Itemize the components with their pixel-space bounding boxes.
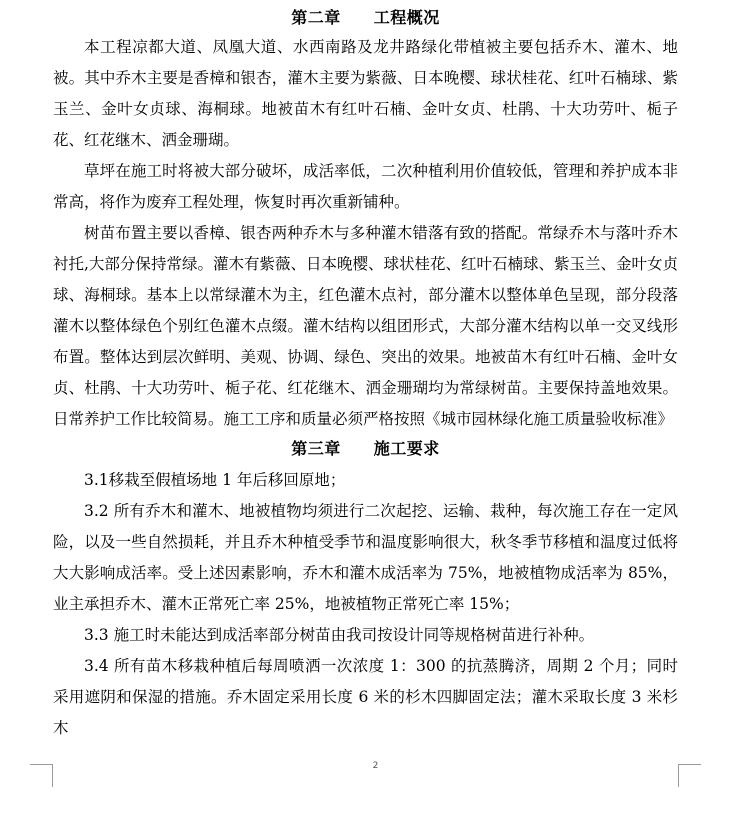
chapter-2-paragraph-1: 本工程凉都大道、凤凰大道、水西南路及龙井路绿化带植被主要包括乔木、灌木、地被。其中乔木主要是香樟和银杏，灌木主要为紫薇、日本晚樱、球状桂花、红叶石楠球、紫玉兰、金叶女贞球、海桐球。地被苗木有红叶石楠、金叶女贞、杜鹃、十大功劳叶、栀子花、红花继木、洒金珊瑚。 bbox=[53, 38, 678, 149]
chapter-3-title: 第三章 施工要求 bbox=[291, 439, 440, 458]
page-number: 2 bbox=[372, 761, 379, 771]
requirement-3-1: 3.1移栽至假植场地 1 年后移回原地； bbox=[84, 471, 346, 489]
chapter-2-paragraph-3: 树苗布置主要以香樟、银杏两种乔木与多种灌木错落有致的搭配。常绿乔木与落叶乔木衬托,大部分保持常绿。灌木有紫薇、日本晚樱、球状桂花、红叶石楠球、紫玉兰、金叶女贞球、海桐球。基本上以常绿灌木为主，红色灌木点衬，部分灌木以整体单色呈现，部分段落灌木以整体绿色个别红色灌木点缀。灌木结构以组团形式，大部分灌木结构以单一交叉线形布置。整体达到层次鲜明、美观、协调、绿色、突出的效果。地被苗木有红叶石楠、金叶女贞、杜鹃、十大功劳叶、栀子花、红花继木、洒金珊瑚均为常绿树苗。主要保持盖地效果。日常养护工作比较简易。施工工序和质量必须严格按照《城市园林绿化施工质量验收标准》 bbox=[53, 224, 678, 428]
chapter-2-paragraph-2: 草坪在施工时将被大部分破坏，成活率低，二次种植利用价值较低，管理和养护成本非常高，将作为废弃工程处理，恢复时再次重新铺种。 bbox=[53, 162, 678, 211]
document-page bbox=[53, 0, 678, 744]
requirement-3-4: 3.4 所有苗木移栽种植后每周喷洒一次浓度 1：300 的抗蒸腾济，周期 2 个月；同时采用遮阴和保湿的措施。乔木固定采用长度 6 米的杉木四脚固定法；灌木采取长度 3 米杉木 bbox=[53, 657, 678, 737]
chapter-2-title: 第二章 工程概况 bbox=[291, 8, 440, 27]
requirement-3-2: 3.2 所有乔木和灌木、地被植物均须进行二次起挖、运输、栽种，每次施工存在一定风险，以及一些自然损耗，并且乔木种植受季节和温度影响很大，秋冬季节移植和温度过低将大大影响成活率。受上述因素影响，乔木和灌木成活率为 75%，地被植物成活率为 85%，业主承担乔木、灌木正常死亡率 25%，地被植物正常死亡率 15%； bbox=[53, 502, 678, 613]
requirement-3-3: 3.3 施工时未能达到成活率部分树苗由我司按设计同等规格树苗进行补种。 bbox=[84, 626, 595, 644]
